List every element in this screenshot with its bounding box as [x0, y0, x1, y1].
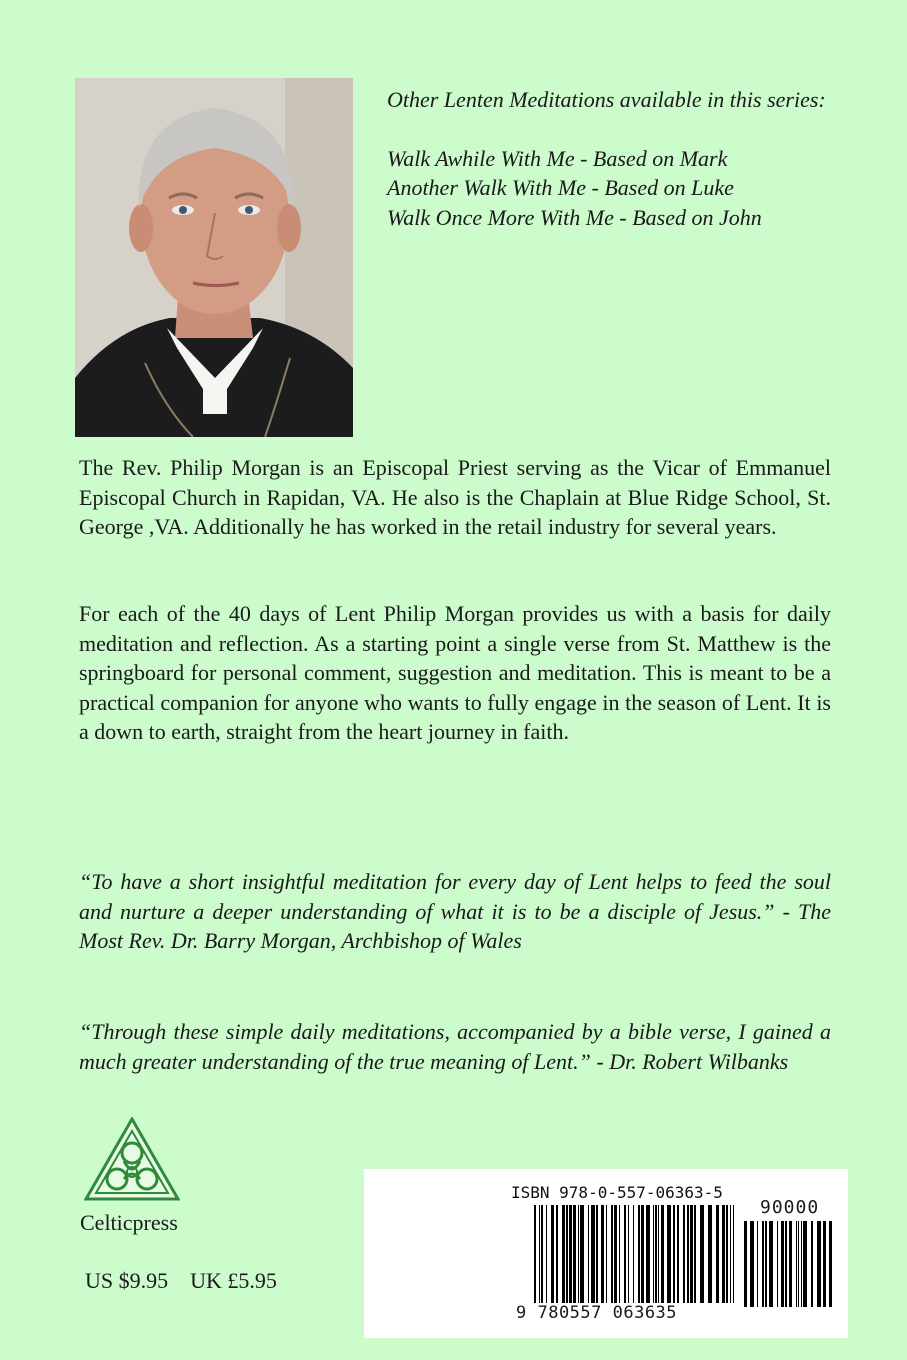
barcode-bar: [733, 1205, 734, 1303]
celtic-knot-logo-icon: [84, 1117, 180, 1201]
ean-barcode-bars: [534, 1205, 734, 1305]
isbn-barcode: [364, 1169, 848, 1338]
barcode-bar: [683, 1205, 685, 1303]
barcode-bar: [667, 1205, 671, 1303]
barcode-bar: [573, 1205, 576, 1303]
publisher-name: Celticpress: [80, 1210, 178, 1235]
endorsement-quote: “To have a short insightful meditation for every day of Lent helps to feed the soul and nurture a deeper understanding of what it is to be a disciple of Jesus.” - The Most Rev. Dr. Barry Morgan, Archbishop of Wales: [79, 869, 831, 953]
barcode-bar: [817, 1221, 821, 1307]
barcode-bar: [722, 1205, 725, 1303]
barcode-bar: [566, 1205, 568, 1303]
barcode-bar: [811, 1221, 813, 1307]
barcode-bar: [624, 1205, 626, 1303]
barcode-bar: [708, 1205, 712, 1303]
barcode-bar: [556, 1205, 558, 1303]
barcode-bar: [614, 1205, 617, 1303]
addon-barcode-bars: [744, 1221, 836, 1307]
barcode-bar: [591, 1205, 595, 1303]
addon-digits: 90000: [760, 1197, 820, 1218]
barcode-bar: [653, 1205, 654, 1303]
barcode-bar: [789, 1221, 792, 1307]
series-intro: Other Lenten Meditations available in this series:: [387, 87, 826, 112]
barcode-bar: [694, 1205, 696, 1303]
barcode-bar: [700, 1205, 704, 1303]
series-book-mark: Walk Awhile With Me - Based on Mark: [387, 145, 728, 171]
series-book-john: Walk Once More With Me - Based on John: [387, 204, 762, 230]
other-meditations-list: [387, 85, 860, 232]
ean-digits: 9 780557 063635: [516, 1303, 678, 1323]
barcode-bar: [716, 1205, 719, 1303]
barcode-bar: [803, 1221, 807, 1307]
barcode-bar: [588, 1205, 589, 1303]
barcode-bar: [757, 1221, 758, 1307]
barcode-bar: [690, 1205, 693, 1303]
barcode-bar: [781, 1221, 784, 1307]
barcode-bar: [762, 1221, 764, 1307]
barcode-bar: [744, 1221, 747, 1307]
barcode-bar: [823, 1221, 826, 1307]
barcode-bar: [534, 1205, 536, 1303]
barcode-bar: [619, 1205, 620, 1303]
barcode-bar: [796, 1221, 797, 1307]
price-uk: UK £5.95: [190, 1268, 277, 1293]
barcode-bar: [661, 1205, 664, 1303]
barcode-bar: [551, 1205, 554, 1303]
price-line: [85, 1268, 299, 1294]
barcode-bar: [569, 1205, 572, 1303]
barcode-bar: [646, 1205, 650, 1303]
barcode-bar: [601, 1205, 604, 1303]
barcode-bar: [638, 1205, 640, 1303]
barcode-bar: [777, 1221, 778, 1307]
barcode-bar: [578, 1205, 579, 1303]
barcode-bar: [687, 1205, 689, 1303]
barcode-bar: [673, 1205, 675, 1303]
series-book-luke: Another Walk With Me - Based on Luke: [387, 175, 734, 200]
barcode-bar: [546, 1205, 547, 1303]
barcode-bar: [798, 1221, 799, 1307]
barcode-bar: [726, 1205, 728, 1303]
price-us: US $9.95: [85, 1268, 169, 1293]
barcode-bar: [750, 1221, 754, 1307]
barcode-bar: [562, 1205, 565, 1303]
barcode-bar: [655, 1205, 657, 1303]
barcode-bar: [785, 1221, 787, 1307]
book-description: For each of the 40 days of Lent Philip Morgan provides us with a basis for daily meditation and reflection. As a starting point a single verse from St. Matthew is the springboard for personal comment, suggestion and meditation. This is meant to be a practical companion for anyone who wants to fully engage in the season of Lent. It is a down to earth, straight from the heart journey in faith.: [79, 601, 831, 744]
barcode-bar: [801, 1221, 802, 1307]
barcode-bar: [628, 1205, 629, 1303]
barcode-bar: [611, 1205, 613, 1303]
endorsement-quote: “Through these simple daily meditations, accompanied by a bible verse, I gained a much greater understanding of the true meaning of Lent.” - Dr. Robert Wilbanks: [79, 1019, 831, 1074]
author-bio: The Rev. Philip Morgan is an Episcopal Priest serving as the Vicar of Emmanuel Episcopal Church in Rapidan, VA. He also is the Chaplain at Blue Ridge School, St. George ,VA. Additionally he has worked in the retail industry for several years.: [79, 455, 831, 539]
barcode-bar: [765, 1221, 767, 1307]
barcode-bar: [539, 1205, 540, 1303]
barcode-bar: [633, 1205, 634, 1303]
barcode-bar: [606, 1205, 607, 1303]
author-photo: [75, 78, 353, 437]
barcode-bar: [580, 1205, 584, 1303]
barcode-bar: [769, 1221, 773, 1307]
barcode-bar: [677, 1205, 679, 1303]
barcode-bar: [730, 1205, 731, 1303]
barcode-bar: [596, 1205, 598, 1303]
barcode-bar: [829, 1221, 832, 1307]
isbn-label: ISBN 978-0-557-06363-5: [511, 1183, 723, 1202]
barcode-bar: [641, 1205, 644, 1303]
barcode-bar: [658, 1205, 659, 1303]
barcode-bar: [541, 1205, 543, 1303]
